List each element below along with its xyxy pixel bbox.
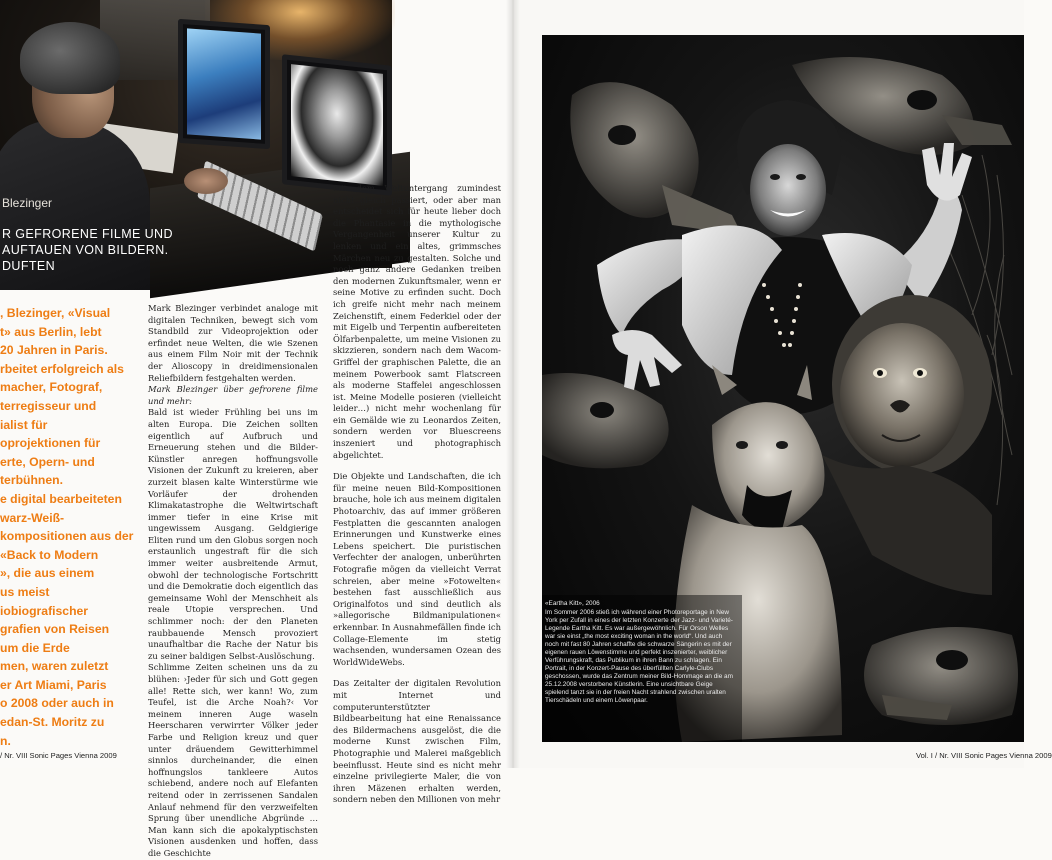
intro-line: », die aus einem bbox=[0, 566, 95, 581]
intro-line: us meist bbox=[0, 584, 50, 599]
body-column-1 bbox=[148, 303, 318, 860]
monitor-right bbox=[282, 54, 392, 196]
intro-line: warz-Weiß- bbox=[0, 510, 65, 525]
paragraph: Das Zeitalter der digitalen Revolution mit Internet und computerunterstützter Bildbearbeitung hat eine Renaissance des Bildermachens ausgelöst, die die moderne Kunst zwischen Film, Photographie und Malerei maßgeblich beeinflusst. Heute sind es nicht mehr einzelne privilegierte Maler, die von ihren Mäzenen erhalten werden, sondern neben den Millionen von mehr bbox=[333, 678, 501, 805]
artist-hand bbox=[184, 168, 228, 194]
intro-line: e digital bearbeiteten bbox=[0, 491, 122, 506]
intro-line: kompositionen aus der bbox=[0, 529, 134, 544]
photo-credit: Blezinger bbox=[2, 196, 53, 210]
intro-line: men, waren zuletzt bbox=[0, 659, 109, 674]
intro-line: iobiografischer bbox=[0, 603, 89, 618]
lion bbox=[822, 295, 992, 595]
intro-text bbox=[0, 304, 140, 750]
pull-quote bbox=[2, 226, 202, 274]
paragraph: Mark Blezinger verbindet analoge mit digitalen Techniken, bewegt sich vom Standbild zur Videoprojektion oder erfindet neue Welten, die wie Szenen aus einem Film Noir mit der Technik der Alioscopy in dreidimensionalen Reliefbildern festgehalten werden. bbox=[148, 303, 318, 383]
lower-hand bbox=[612, 330, 682, 390]
intro-line: n. bbox=[0, 733, 11, 748]
intro-line: grafien von Reisen bbox=[0, 622, 110, 637]
left-page bbox=[0, 0, 512, 858]
folio-left: / Nr. VIII Sonic Pages Vienna 2009 bbox=[0, 751, 117, 760]
intro-line: terregisseur und bbox=[0, 398, 97, 413]
paragraph: Die Objekte und Landschaften, die ich für meine neuen Bild-Kompositionen brauche, hole ich aus meinem digitalen Photoarchiv, das auf immer größeren Festplatten die gescannten analogen Erinnerungen und Kunstwerke eines Lebens speichert. Die puristischen Verfechter der analogen, unberührten Fotografie mögen da vielleicht Verrat schreien, aber meine »Fotowelten« bestehen fast ausschließlich aus Originalfotos und sind deutlich als »allegorische Bildmanipulationen« erkennbar. In Ausnahmefällen finde ich Collage-Elemente im stetig wachsenden, wundersamen Ozean des WorldWideWebs. bbox=[333, 471, 501, 667]
intro-line: terbühnen. bbox=[0, 473, 63, 488]
paragraph: mit dem Weltuntergang zumindest nicht gleich passiert, oder aber man entscheidet sich für heute lieber doch die Phantasie in die mythologische Vergangenheit unserer Kultur zu lenken und ein altes, grimmsches Märchen neu zu gestalten. Solche und noch ganz andere Gedanken treiben den modernen Zukunftsmaler, wenn er seine Motive zu erfinden sucht. Doch ich greife nicht mehr nach meinem Zeichenstift, einem Federkiel oder der mit Eigelb und Terpentin aufbereiteten Ölfarbenpalette, um meine Visionen zu skizzieren, sondern nach dem Wacom-Griffel der graphischen Palette, die an meinem Powerbook samt Flatscreen als moderne Staffelei angeschlossen ist. Meine Modelle posieren (vielleicht leider…) nicht mehr wochenlang für ein Gemälde wie zu Leonardos Zeiten, sondern werden vor Bluescreens inszeniert und photographisch abgelichtet. bbox=[333, 183, 501, 460]
intro-line: o 2008 oder auch in bbox=[0, 696, 114, 711]
intro-line: ialist für bbox=[0, 417, 48, 432]
intro-line: erte, Opern- und bbox=[0, 454, 95, 469]
intro-line: 20 Jahren in Paris. bbox=[0, 343, 108, 358]
intro-line: , Blezinger, «Visual bbox=[0, 306, 111, 320]
paragraph: Bald ist wieder Frühling bei uns im alten Europa. Die Zeichen sollten eigentlich auf Aufbruch und Erneuerung stehen und die Bilder-Künstler anregen hoffnungsvolle Visionen der Zukunft zu kreieren, aber zurzeit blasen kalte Winterstürme wie Vorläufer der drohenden Klimakatastrophe die Weltwirtschaft immer tiefer in eine Krise mit ungewissem Ausgang. Geldgierige Eliten rund um den Globus sorgen noch erstaunlich ungestraft für die sich immer weiter ausbreitende Armut, obwohl der technologische Fortschritt und die Demokratie doch eigentlich das gemeinsame Wohl der Menschheit als reale Utopie versprechen. Und schlimmer noch: der den Planeten raubbauende Mensch provoziert unaufhaltbar die Rache der Natur bis zu seiner baldigen Selbst-Auslöschung. bbox=[148, 407, 318, 661]
skull-left-mid bbox=[542, 373, 669, 468]
quote-line: R GEFRORENE FILME UND bbox=[2, 227, 173, 241]
intro-line: «Back to Modern bbox=[0, 547, 99, 562]
intro-line: edan-St. Moritz zu bbox=[0, 715, 105, 730]
quote-line: AUFTAUEN VON BILDERN. bbox=[2, 243, 169, 257]
caption-text: Im Sommer 2006 stieß ich während einer Photoreportage in New York per Zufall in eines der letzten Konzerte der Jazz- und Varieté-Legende Eartha Kitt. Es war außergewöhnlich. Für Orson Welles war sie einst „the most exciting woman in the world“. Und auch noch mit fast 80 Jahren schaffte die schwarze Sängerin es mit der eigenen rauen Löwenstimme und perfekt inszenierter, weiblicher Verführungskraft, das Publikum in ihren Bann zu schlagen. Ein Portrait, in der Konzert-Pause des überfüllten Carlyle-Clubs geschossen, wurde das Zentrum meiner Bild-Hommage an die am 25.12.2008 verstorbene Künstlerin. Eine unsichtbare Geige spielend tanzt sie in der freien Nacht strahlend zwischen uralten Tierschädeln und einem Löwenpaar. bbox=[545, 609, 733, 704]
quote-line: DUFTEN bbox=[2, 259, 56, 273]
monitor-left bbox=[178, 19, 270, 149]
raised-hand bbox=[922, 143, 972, 201]
skull-top-left bbox=[570, 82, 742, 235]
section-lead: Mark Blezinger über gefrorene filme und mehr: bbox=[148, 384, 318, 406]
folio-right: Vol. I / Nr. VIII Sonic Pages Vienna 2009 bbox=[916, 751, 1052, 760]
paragraph: Schlimme Zeiten scheinen uns da zu blühen: ›Jeder für sich und Gott gegen alle! Rette sich, wer kann! Wo, zum Teufel, ist die Arche Noah?‹ Vor meinem inneren Auge waseln Heerscharen verwirrter Völker jeder Farbe und Religion kreuz und quer unter dräuendem Gewitterhimmel sinnlos durcheinander, die einen hoffnungslos tankleere Autos schiebend, andere noch auf Elefanten reitend oder in zerrissenen Sandalen Anlauf nehmend für den verzweifelten Sprung über unendliche Abgründe … Man kann sich die apokalyptischsten Visionen ausdenken und hoffen, dass die Geschichte bbox=[148, 662, 318, 858]
left-arm bbox=[597, 239, 694, 335]
photo-caption bbox=[545, 600, 737, 705]
intro-line: macher, Fotograf, bbox=[0, 380, 103, 395]
face bbox=[750, 144, 826, 236]
skull-bottom-right bbox=[864, 627, 1018, 725]
caption-title: «Eartha Kitt», 2006 bbox=[545, 600, 600, 607]
intro-line: um die Erde bbox=[0, 640, 70, 655]
body-column-2 bbox=[333, 183, 501, 806]
intro-line: er Art Miami, Paris bbox=[0, 677, 107, 692]
intro-line: t» aus Berlin, lebt bbox=[0, 324, 102, 339]
intro-line: rbeitet erfolgreich als bbox=[0, 361, 124, 376]
intro-line: oprojektionen für bbox=[0, 436, 101, 451]
spine-shadow bbox=[506, 0, 520, 768]
